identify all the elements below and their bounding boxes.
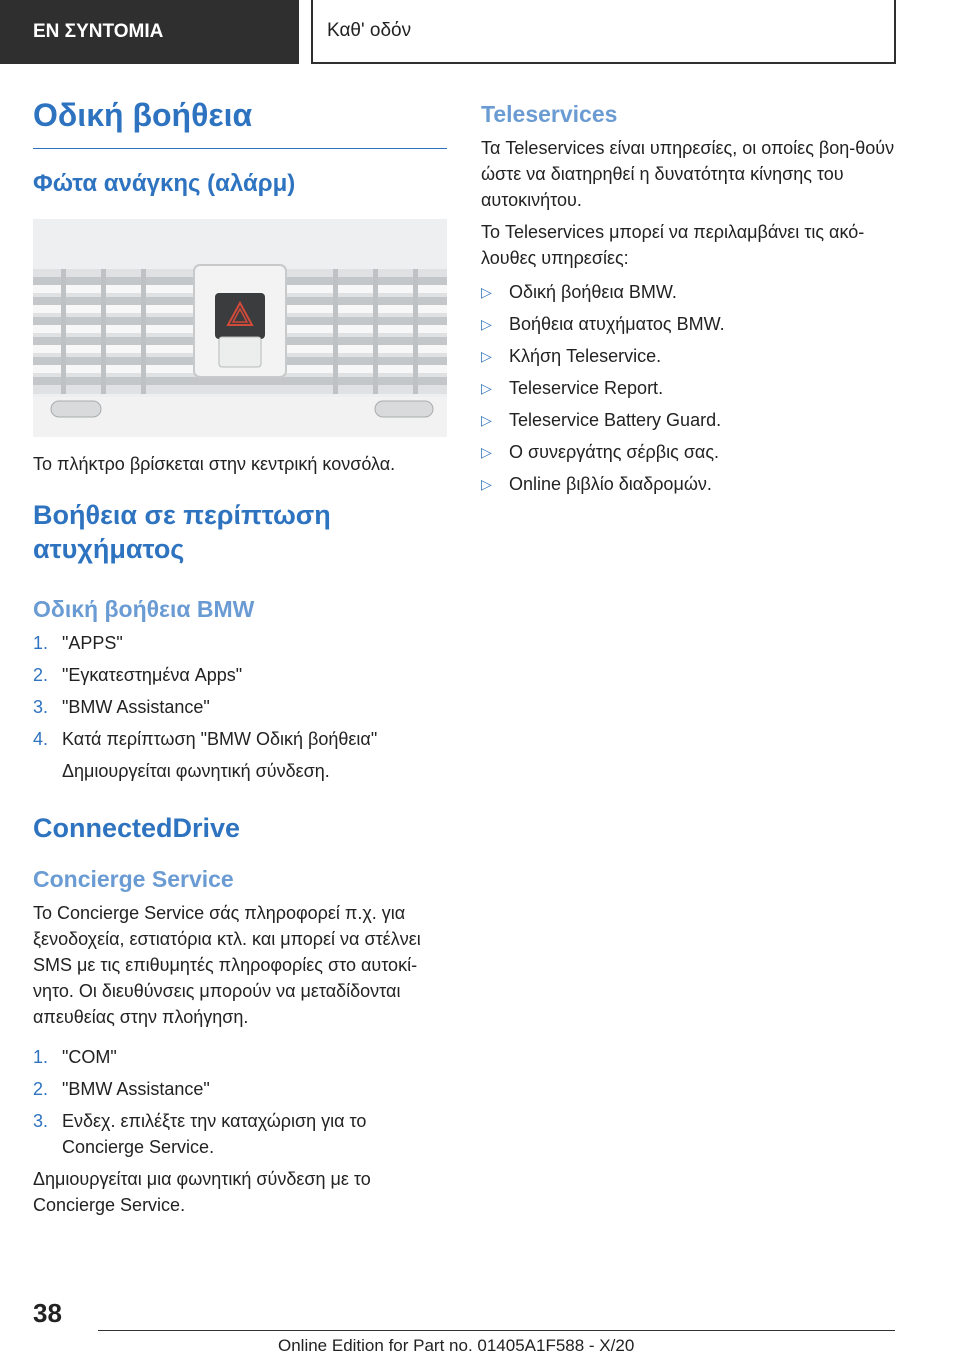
list-item xyxy=(33,1108,447,1160)
concierge-note: Δημιουργείται μια φωνητική σύνδεση με το Concierge Service. xyxy=(33,1169,371,1216)
list-item xyxy=(481,407,895,433)
step-text: Ενδεχ. επιλέξτε την καταχώριση για το Concierge Service. xyxy=(62,1111,367,1158)
triangle-bullet-icon: ▷ xyxy=(481,475,492,492)
roadside-note: Δημιουργείται φωνητική σύνδεση. xyxy=(62,760,330,781)
roadside-steps xyxy=(33,630,447,752)
teleservices-list xyxy=(481,279,895,497)
step-number: 2. xyxy=(33,664,49,685)
step-number: 4. xyxy=(33,728,49,749)
step-number: 1. xyxy=(33,1047,49,1068)
hazard-switch-photo xyxy=(33,219,447,437)
left-column xyxy=(33,96,447,1218)
list-item xyxy=(481,439,895,465)
list-item xyxy=(33,1076,447,1102)
bullet-text: Οδική βοήθεια BMW. xyxy=(509,281,677,302)
hazard-caption: Το πλήκτρο βρίσκεται στην κεντρική κονσόλα. xyxy=(33,454,396,475)
triangle-bullet-icon: ▷ xyxy=(481,283,492,300)
list-item xyxy=(481,471,895,497)
list-item xyxy=(481,311,895,337)
bullet-text: Ο συνεργάτης σέρβις σας. xyxy=(509,441,720,462)
triangle-bullet-icon: ▷ xyxy=(481,315,492,332)
list-item xyxy=(481,343,895,369)
accident-heading: Βοήθεια σε περίπτωση ατυχήματος xyxy=(33,500,331,565)
chapter-tab[interactable] xyxy=(311,0,896,64)
step-text: Κατά περίπτωση "BMW Οδική βοήθεια" xyxy=(62,728,378,749)
edition-info: Online Edition for Part no. 01405A1F588 - X/20 xyxy=(278,1336,635,1355)
page-title: Οδική βοήθεια xyxy=(33,97,253,133)
hazard-heading: Φώτα ανάγκης (αλάρμ) xyxy=(33,170,296,198)
section-tab[interactable] xyxy=(0,0,299,64)
section-tab-label: ΕΝ ΣΥΝΤΟΜΙΑ xyxy=(33,21,164,42)
chapter-tab-label: Καθ' οδόν xyxy=(327,20,412,41)
bullet-text: Κλήση Teleservice. xyxy=(509,345,662,366)
triangle-bullet-icon: ▷ xyxy=(481,411,492,428)
triangle-bullet-icon: ▷ xyxy=(481,379,492,396)
roadside-subheading: Οδική βοήθεια BMW xyxy=(33,595,255,622)
list-item xyxy=(33,1044,447,1070)
concierge-subheading: Concierge Service xyxy=(33,866,234,893)
step-number: 3. xyxy=(33,696,49,717)
triangle-bullet-icon: ▷ xyxy=(481,443,492,460)
list-item xyxy=(33,726,447,752)
concierge-paragraph: Το Concierge Service σάς πληροφορεί π.χ. για ξενοδοχεία, εστιατόρια κτλ. και μπορεί να στέλνει SMS με τις επιθυμητές πληροφορίες στο αυτοκί-νητο. Οι διευθύνσεις μπορούν να μεταδίδονται απευθείας στην πλοήγηση. xyxy=(33,903,421,1028)
list-item xyxy=(33,630,447,656)
list-item xyxy=(33,694,447,720)
page-number: 38 xyxy=(33,1298,62,1328)
bullet-text: Teleservice Battery Guard. xyxy=(509,409,722,430)
step-number: 3. xyxy=(33,1111,49,1132)
concierge-steps xyxy=(33,1044,447,1160)
step-text: "COM" xyxy=(62,1047,117,1068)
footer-divider xyxy=(98,1330,895,1331)
list-item xyxy=(481,279,895,305)
teleservices-heading: Teleservices xyxy=(481,101,618,127)
title-divider xyxy=(33,148,447,149)
step-number: 2. xyxy=(33,1079,49,1100)
bullet-text: Teleservice Report. xyxy=(509,377,664,398)
connecteddrive-heading: ConnectedDrive xyxy=(33,812,241,843)
bullet-text: Βοήθεια ατυχήματος BMW. xyxy=(509,313,725,334)
step-text: "BMW Assistance" xyxy=(62,1079,210,1100)
step-text: "APPS" xyxy=(62,632,123,653)
list-item xyxy=(33,662,447,688)
triangle-bullet-icon: ▷ xyxy=(481,347,492,364)
step-text: "BMW Assistance" xyxy=(62,696,210,717)
list-item xyxy=(481,375,895,401)
teleservices-paragraph-2: Το Teleservices μπορεί να περιλαμβάνει τις ακό-λουθες υπηρεσίες: xyxy=(481,221,865,268)
hazard-switch-illustration xyxy=(33,219,447,437)
teleservices-paragraph-1: Τα Teleservices είναι υπηρεσίες, οι οποίες βοη-θούν ώστε να διατηρηθεί η δυνατότητα κίνησης του αυτοκινήτου. xyxy=(481,137,895,210)
bullet-text: Online βιβλίο διαδρομών. xyxy=(509,473,712,494)
right-column xyxy=(481,100,895,503)
step-number: 1. xyxy=(33,632,49,653)
step-text: "Εγκατεστημένα Apps" xyxy=(62,664,243,685)
